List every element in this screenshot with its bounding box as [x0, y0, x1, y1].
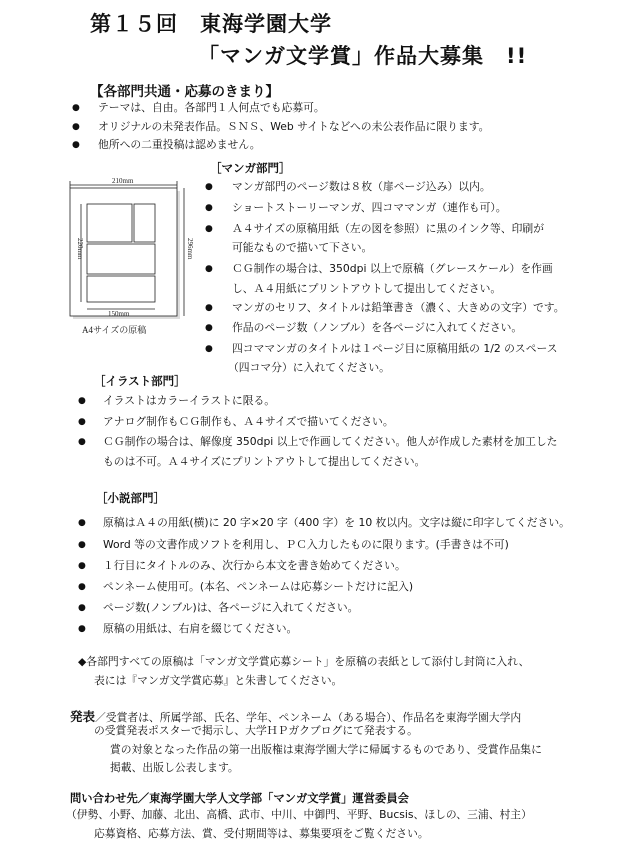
- submission-note-line-2: 表には『マンガ文学賞応募』と朱書してください。: [94, 674, 343, 687]
- manga-line: 可能なもので描いて下さい。: [232, 241, 373, 254]
- bullet-icon: ●: [78, 582, 86, 592]
- bullet-icon: ●: [205, 303, 213, 313]
- novel-line: 原稿はＡ４の用紙(横)に 20 字×20 字（400 字）を 10 枚以内。文字は縦に印字してください。: [103, 516, 570, 529]
- announce-line-3: 賞の対象となった作品の第一出版権は東海学園大学に帰属するものであり、受賞作品集に: [110, 743, 542, 756]
- title-line-2: 「マンガ文学賞」作品大募集 !!: [198, 44, 528, 68]
- bullet-icon: ●: [78, 603, 86, 613]
- manga-line: ＣＧ制作の場合は、350dpi 以上で原稿（グレースケール）を作画: [232, 262, 553, 275]
- bullet-icon: ●: [72, 103, 80, 113]
- submission-note-line-1: ◆各部門すべての原稿は「マンガ文学賞応募シート」を原稿の表紙として添付し封筒に入れ、: [78, 655, 530, 668]
- manga-line: マンガのセリフ、タイトルは鉛筆書き（濃く、大きめの文字）です。: [232, 301, 565, 314]
- common-heading: 【各部門共通・応募のきまり】: [90, 84, 279, 100]
- common-item: テーマは、自由。各部門１人何点でも応募可。: [98, 101, 325, 114]
- bullet-icon: ●: [78, 561, 86, 571]
- novel-line: 原稿の用紙は、右肩を綴じてください。: [103, 622, 298, 635]
- announce-text: ／受賞者は、所属学部、氏名、学年、ペンネーム（ある場合）、作品名を東海学園大学内: [95, 711, 522, 724]
- bullet-icon: ●: [205, 323, 213, 333]
- diagram-left-label: 220mm: [76, 238, 84, 260]
- diagram-bottom-label: 150mm: [108, 310, 130, 318]
- bullet-icon: ●: [205, 182, 213, 192]
- illust-line: イラストはカラーイラストに限る。: [103, 394, 276, 407]
- bullet-icon: ●: [78, 518, 86, 528]
- common-item: オリジナルの未発表作品。ＳＮＳ、Web サイトなどへの未公表作品に限ります。: [98, 120, 490, 133]
- contact-members: （伊勢、小野、加藤、北出、高橋、武市、中川、中御門、平野、Bucsis、ほしの、三浦、村主）: [66, 808, 532, 821]
- manga-line: （四コマ分）に入れてください。: [228, 361, 390, 374]
- bullet-icon: ●: [78, 417, 86, 427]
- novel-line: ペンネーム使用可。(本名、ペンネームは応募シートだけに記入): [103, 580, 414, 593]
- bullet-icon: ●: [205, 344, 213, 354]
- illust-line: アナログ制作もＣＧ制作も、Ａ４サイズで描いてください。: [103, 415, 394, 428]
- announce-line-4: 掲載、出版し公表します。: [110, 761, 239, 774]
- contact-heading: 問い合わせ先／東海学園大学人文学部「マンガ文学賞」運営委員会: [70, 792, 409, 805]
- diagram-top-label: 210mm: [112, 177, 134, 185]
- bullet-icon: ●: [78, 437, 86, 447]
- illust-line: ＣＧ制作の場合は、解像度 350dpi 以上で作画してください。他人が作成した素材を加工した: [103, 435, 558, 448]
- bullet-icon: ●: [205, 203, 213, 213]
- diagram-caption: A4サイズの原稿: [82, 325, 147, 335]
- bullet-icon: ●: [78, 396, 86, 406]
- manga-line: Ａ４サイズの原稿用紙（左の図を参照）に黒のインク等、印刷が: [232, 222, 545, 235]
- announce-line-1: [70, 707, 521, 725]
- novel-line: Word 等の文書作成ソフトを利用し、ＰＣ入力したものに限ります。(手書きは不可): [103, 538, 509, 551]
- announce-line-2: の受賞発表ポスターで掲示し、大学ＨＰガクブログにて発表する。: [94, 724, 418, 737]
- manga-line: し、Ａ４用紙にプリントアウトして提出してください。: [232, 282, 502, 295]
- manga-line: マンガ部門のページ数は８枚（扉ページ込み）以内。: [232, 180, 491, 193]
- manga-line: 四コママンガのタイトルは１ページ目に原稿用紙の 1/2 のスペース: [232, 342, 558, 355]
- title-line-1: 第１５回 東海学園大学: [90, 12, 332, 36]
- novel-line: １行目にタイトルのみ、次行から本文を書き始めてください。: [103, 559, 406, 572]
- a4-manuscript-diagram: [60, 176, 200, 346]
- contact-note: 応募資格、応募方法、賞、受付期間等は、募集要項をご覧ください。: [94, 827, 429, 840]
- manga-line: ショートストーリーマンガ、四コママンガ（連作も可）。: [232, 201, 507, 214]
- bullet-icon: ●: [78, 624, 86, 634]
- announce-label: 発表: [70, 709, 96, 724]
- bullet-icon: ●: [72, 140, 80, 150]
- illust-line: ものは不可。Ａ４サイズにプリントアウトして提出してください。: [103, 455, 426, 468]
- manga-line: 作品のページ数（ノンブル）を各ページに入れてください。: [232, 321, 523, 334]
- illust-heading: ［イラスト部門］: [94, 374, 186, 388]
- novel-heading: ［小説部門］: [96, 491, 165, 505]
- bullet-icon: ●: [205, 224, 213, 234]
- novel-line: ページ数(ノンブル)は、各ページに入れてください。: [103, 601, 359, 614]
- common-item: 他所への二重投稿は認めません。: [98, 138, 261, 151]
- manga-heading: ［マンガ部門］: [210, 161, 291, 175]
- diagram-right-label: 296mm: [186, 238, 194, 260]
- bullet-icon: ●: [205, 264, 213, 274]
- bullet-icon: ●: [72, 122, 80, 132]
- bullet-icon: ●: [78, 540, 86, 550]
